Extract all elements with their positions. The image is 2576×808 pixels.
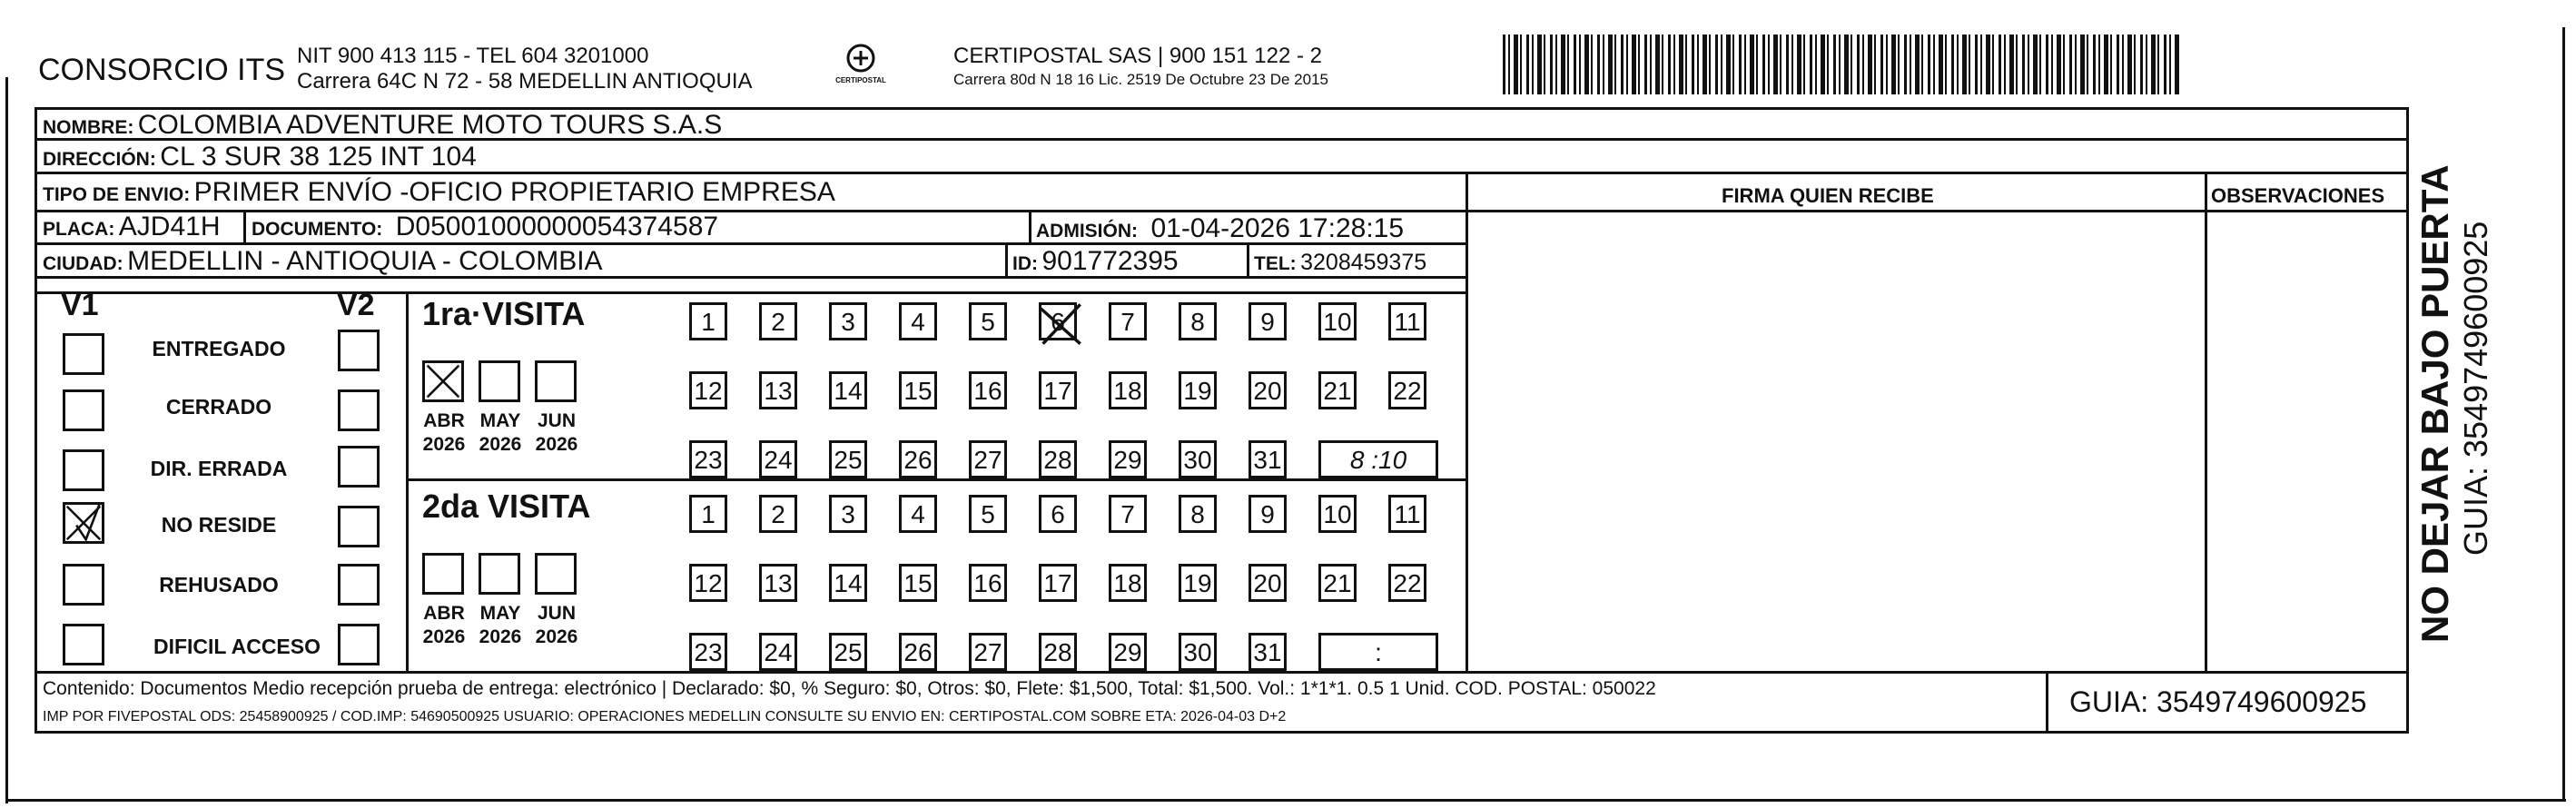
visit1-month-jun-label: JUN 2026 [535, 410, 578, 455]
column-divider [1247, 242, 1249, 276]
footer-contenido: Contenido: Documentos Medio recepción prueba de entrega: electrónico | Declarado: $0, % Seguro: $0, Otros: $0, Flete: $1,500, Total: $1,500. Vol.: 1*1*1. 0.5 1 Unid. COD. POSTAL: 050022 [43, 678, 1656, 699]
nombre-field [43, 110, 722, 141]
status-label-dificil-acceso: DIFICIL ACCESO [153, 635, 321, 658]
visit2-day-2[interactable]: 2 [759, 495, 797, 533]
visit1-day-18[interactable]: 18 [1109, 371, 1147, 409]
visit1-day-27[interactable]: 27 [969, 440, 1007, 478]
tipo-envio-field [43, 177, 835, 208]
visit1-day-10[interactable]: 10 [1318, 302, 1357, 340]
placa-field [43, 212, 221, 242]
visit1-month-may-checkbox[interactable] [479, 360, 520, 402]
certipostal-line: CERTIPOSTAL SAS | 900 151 122 - 2 [953, 44, 1322, 68]
observaciones-header: OBSERVACIONES [2211, 184, 2385, 207]
visit1-day-4[interactable]: 4 [899, 302, 937, 340]
visit1-day-19[interactable]: 19 [1179, 371, 1217, 409]
company-name: CONSORCIO ITS [38, 53, 286, 87]
visit1-month-may-label: MAY 2026 [479, 410, 522, 455]
visit2-day-24[interactable]: 24 [759, 633, 797, 671]
visit1-day-8[interactable]: 8 [1179, 302, 1217, 340]
admision-field [1036, 213, 1404, 244]
column-divider [2046, 671, 2048, 734]
placa-value: AJD41H [118, 212, 221, 241]
visit1-time-box[interactable]: 8 :10 [1318, 440, 1438, 478]
column-divider [1029, 210, 1031, 242]
side-guia: GUIA: 3549749600925 [2457, 221, 2494, 556]
visit2-day-19[interactable]: 19 [1179, 564, 1217, 602]
documento-value: D05001000000054374587 [395, 212, 719, 241]
address-line: Carrera 64C N 72 - 58 MEDELLIN ANTIOQUIA [297, 69, 753, 94]
visit1-day-23[interactable]: 23 [689, 440, 727, 478]
visit1-day-28[interactable]: 28 [1039, 440, 1077, 478]
visit2-day-22[interactable]: 22 [1388, 564, 1426, 602]
visit2-day-11[interactable]: 11 [1388, 495, 1426, 533]
v1-checkbox-entregado[interactable] [63, 333, 104, 375]
visit2-day-4[interactable]: 4 [899, 495, 937, 533]
footer-guia: GUIA: 3549749600925 [2069, 685, 2367, 718]
visit1-day-7[interactable]: 7 [1109, 302, 1147, 340]
visit1-day-1[interactable]: 1 [689, 302, 727, 340]
visit2-day-20[interactable]: 20 [1249, 564, 1287, 602]
column-divider [406, 291, 409, 671]
nombre-label: NOMBRE: [43, 117, 134, 138]
visit1-month-jun-checkbox[interactable] [535, 360, 577, 402]
column-divider [1005, 242, 1008, 276]
check-x-icon [425, 363, 461, 399]
frame-left-line [5, 77, 8, 803]
ciudad-value: MEDELLIN - ANTIOQUIA - COLOMBIA [127, 246, 603, 276]
documento-field [252, 212, 718, 242]
firma-header: FIRMA QUIEN RECIBE [1722, 184, 1934, 207]
v1-header: V1 [61, 288, 99, 322]
row-divider [37, 291, 1468, 294]
visit1-day-5[interactable]: 5 [969, 302, 1007, 340]
visit2-month-jun-label: JUN 2026 [535, 603, 578, 647]
visit2-day-13[interactable]: 13 [759, 564, 797, 602]
tel-value: 3208459375 [1300, 250, 1427, 275]
v2-checkbox-dir-errada[interactable] [338, 446, 380, 488]
visit1-day-3[interactable]: 3 [829, 302, 867, 340]
id-field [1012, 246, 1179, 277]
check-x-icon [1039, 302, 1082, 346]
visit2-day-16[interactable]: 16 [969, 564, 1007, 602]
visit2-day-5[interactable]: 5 [969, 495, 1007, 533]
visit2-day-15[interactable]: 15 [899, 564, 937, 602]
v1-checkbox-no-reside[interactable] [63, 502, 104, 544]
visit1-day-17[interactable]: 17 [1039, 371, 1077, 409]
visit1-month-abr-checkbox[interactable] [422, 360, 464, 402]
visit2-day-3[interactable]: 3 [829, 495, 867, 533]
visit2-month-abr-checkbox[interactable] [422, 553, 464, 595]
id-label: ID: [1012, 253, 1038, 274]
status-label-no-reside: NO RESIDE [161, 513, 277, 537]
column-divider [243, 210, 246, 242]
visit1-day-30[interactable]: 30 [1179, 440, 1217, 478]
logo-text: CERTIPOSTAL [835, 76, 886, 84]
status-label-cerrado: CERRADO [165, 395, 272, 419]
visit2-day-1[interactable]: 1 [689, 495, 727, 533]
certipostal-logo [834, 40, 888, 94]
id-value: 901772395 [1041, 246, 1179, 276]
shipping-form [35, 107, 2409, 734]
tel-label: TEL: [1254, 253, 1297, 274]
tipo-envio-label: TIPO DE ENVIO: [43, 184, 191, 205]
visit1-day-29[interactable]: 29 [1109, 440, 1147, 478]
visit2-day-10[interactable]: 10 [1318, 495, 1357, 533]
visit1-day-15[interactable]: 15 [899, 371, 937, 409]
visit1-day-25[interactable]: 25 [829, 440, 867, 478]
v1-checkbox-rehusado[interactable] [63, 564, 104, 606]
visit1-day-22[interactable]: 22 [1388, 371, 1426, 409]
ciudad-field [43, 246, 603, 277]
visit2-day-23[interactable]: 23 [689, 633, 727, 671]
visit2-day-14[interactable]: 14 [829, 564, 867, 602]
v2-checkbox-dificil-acceso[interactable] [338, 624, 380, 665]
visit2-day-6[interactable]: 6 [1039, 495, 1077, 533]
tipo-envio-value: PRIMER ENVÍO -OFICIO PROPIETARIO EMPRESA [193, 177, 835, 207]
visit1-day-11[interactable]: 11 [1388, 302, 1426, 340]
status-label-entregado: ENTREGADO [152, 337, 286, 360]
certipostal-address: Carrera 80d N 18 16 Lic. 2519 De Octubre 23 De 2015 [953, 71, 1328, 88]
status-label-dir-errada: DIR. ERRADA [150, 457, 288, 480]
visit1-day-31[interactable]: 31 [1249, 440, 1287, 478]
v1-checkbox-dificil-acceso[interactable] [63, 624, 104, 665]
visit1-day-24[interactable]: 24 [759, 440, 797, 478]
status-label-rehusado: REHUSADO [159, 573, 279, 596]
row-divider [406, 478, 1468, 481]
v1-checkbox-cerrado[interactable] [63, 389, 104, 431]
visit2-day-9[interactable]: 9 [1249, 495, 1287, 533]
tel-field [1254, 250, 1426, 276]
nit-line: NIT 900 413 115 - TEL 604 3201000 [297, 44, 649, 68]
direccion-field [43, 142, 477, 172]
visit2-month-may-checkbox[interactable] [479, 553, 520, 595]
barcode [1503, 34, 2179, 94]
visit2-day-29[interactable]: 29 [1109, 633, 1147, 671]
check-x-icon [65, 505, 102, 541]
visit2-day-27[interactable]: 27 [969, 633, 1007, 671]
visit2-day-25[interactable]: 25 [829, 633, 867, 671]
admision-value: 01-04-2026 17:28:15 [1150, 213, 1405, 243]
direccion-value: CL 3 SUR 38 125 INT 104 [160, 142, 477, 172]
visit1-day-16[interactable]: 16 [969, 371, 1007, 409]
visit2-day-18[interactable]: 18 [1109, 564, 1147, 602]
visit1-month-abr-label: ABR 2026 [422, 410, 466, 455]
visit2-time-box[interactable]: : [1318, 633, 1438, 671]
frame-bottom-line [5, 799, 2566, 802]
visit1-title: 1ra·VISITA [422, 295, 586, 332]
nombre-value: COLOMBIA ADVENTURE MOTO TOURS S.A.S [137, 110, 723, 140]
ciudad-label: CIUDAD: [43, 253, 123, 274]
documento-label: DOCUMENTO: [252, 219, 383, 240]
visit2-day-12[interactable]: 12 [689, 564, 727, 602]
column-divider [1466, 172, 1468, 671]
visit2-month-abr-label: ABR 2026 [422, 603, 466, 647]
visit1-day-26[interactable]: 26 [899, 440, 937, 478]
visit1-day-9[interactable]: 9 [1249, 302, 1287, 340]
v2-checkbox-rehusado[interactable] [338, 564, 380, 606]
v2-header: V2 [337, 288, 375, 322]
visit1-day-20[interactable]: 20 [1249, 371, 1287, 409]
visit1-day-12[interactable]: 12 [689, 371, 727, 409]
admision-label: ADMISIÓN: [1036, 221, 1138, 241]
visit2-day-7[interactable]: 7 [1109, 495, 1147, 533]
placa-label: PLACA: [43, 219, 115, 240]
visit2-day-21[interactable]: 21 [1318, 564, 1357, 602]
footer-imp: IMP POR FIVEPOSTAL ODS: 25458900925 / COD.IMP: 54690500925 USUARIO: OPERACIONES MEDELLIN CONSULTE SU ENVIO EN: CERTIPOSTAL.COM SOBRE ETA: 2026-04-03 D+2 [43, 709, 1287, 724]
visit2-day-30[interactable]: 30 [1179, 633, 1217, 671]
visit1-day-2[interactable]: 2 [759, 302, 797, 340]
visit2-day-8[interactable]: 8 [1179, 495, 1217, 533]
column-divider [2205, 172, 2207, 671]
visit2-month-may-label: MAY 2026 [479, 603, 522, 647]
frame-right-line [2562, 27, 2565, 799]
visit2-day-26[interactable]: 26 [899, 633, 937, 671]
direccion-label: DIRECCIÓN: [43, 149, 156, 170]
footer-divider [37, 671, 2409, 674]
visit2-title: 2da VISITA [422, 488, 591, 525]
visit1-day-13[interactable]: 13 [759, 371, 797, 409]
visit2-day-31[interactable]: 31 [1249, 633, 1287, 671]
visit1-day-14[interactable]: 14 [829, 371, 867, 409]
v2-checkbox-cerrado[interactable] [338, 389, 380, 431]
v2-checkbox-entregado[interactable] [338, 330, 380, 371]
no-dejar-bajo-puerta: NO DEJAR BAJO PUERTA [2413, 164, 2456, 643]
visit1-day-21[interactable]: 21 [1318, 371, 1357, 409]
visit2-month-jun-checkbox[interactable] [535, 553, 577, 595]
v2-checkbox-no-reside[interactable] [338, 506, 380, 547]
visit2-day-17[interactable]: 17 [1039, 564, 1077, 602]
v1-checkbox-dir-errada[interactable] [63, 449, 104, 491]
visit2-day-28[interactable]: 28 [1039, 633, 1077, 671]
visit1-day-6[interactable]: 6 [1039, 302, 1077, 340]
